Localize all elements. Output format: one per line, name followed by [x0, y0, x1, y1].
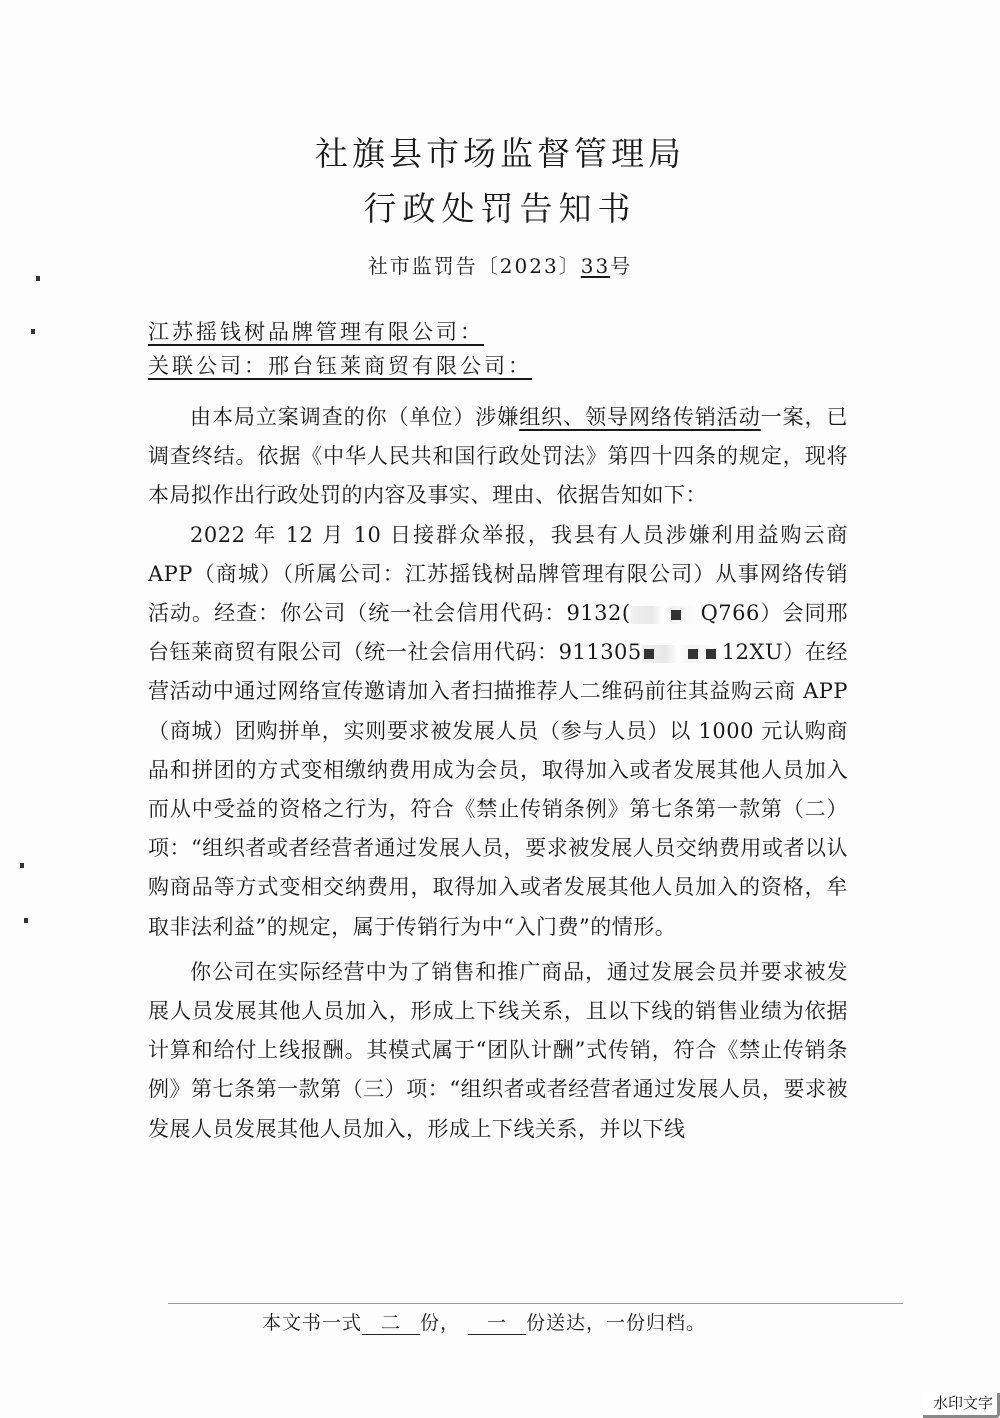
copies-text: 份，	[420, 1312, 461, 1334]
intro-text-rest: 一案，已调查终结。依据《中华人民共和国行政处罚法》第四十四条的规定，现将本局拟作出行政处罚的内容及事实、理由、依据告知如下：	[148, 405, 849, 508]
paragraph-intro	[148, 398, 848, 516]
scan-speck	[31, 329, 35, 334]
scan-speck	[24, 918, 28, 923]
document-type-title: 行政处罚告知书	[363, 189, 637, 228]
facts-text-c: 12XU）在经营活动中通过网络宣传邀请加入者扫描推荐人二维码前往其益购云商 APP（商城）团购拼单，实则要求被发展人员（参与人员）以 1000 元认购商品和拼团的方式变相缴纳费用成为会员，取得加入或者发展其他人员加入而从中受益的资格之行为，符合《禁止传销条例》第七条第一款第（二） 项：“组织者或者经营者通过发展人员，要求被发展人员交纳费用或者以认购商品等方式变相交纳费用，取得加入或者发展其他人员加入的资格，牟取非法利益”的规定，属于传销行为中“入门费”的情形。	[148, 640, 849, 939]
scan-speck	[20, 863, 24, 868]
copies-text: 份送达，一份归档。	[526, 1312, 707, 1334]
doc-number-suffix: 号	[610, 254, 633, 278]
agency-title: 社旗县市场监督管理局	[315, 134, 685, 173]
facts-text-b: Q766）会同邢台钰莱商贸有限公司（统一社会信用代码：911305	[148, 601, 848, 665]
paragraph-facts-2: 你公司在实际经营中为了销售和推广商品，通过发展会员并要求被发展人员发展其他人员加入，形成上下线关系，且以下线的销售业绩为依据计算和给付上线报酬。其模式属于“团队计酬”式传销，符合《禁止传销条例》第七条第一款第（三）项：“组织者或者经营者通过发展人员，要求被发展人员发展其他人员加入，形成上下线关系，并以下线	[148, 959, 848, 1141]
addressee-related: 关联公司：邢台钰莱商贸有限公司：	[148, 354, 532, 378]
copies-served: 一	[468, 1312, 526, 1335]
case-name: 组织、领导网络传销活动	[519, 405, 761, 429]
paragraph-facts-1	[148, 516, 848, 947]
facts-text-a: 2022 年 12 月 10 日接群众举报，我县有人员涉嫌利用益购云商 APP（商城）（所属公司：江苏摇钱树品牌管理有限公司）从事网络传销活动。经查：你公司（统一社会信用代码：9132(	[148, 522, 848, 626]
copies-text: 本文书一式	[262, 1312, 363, 1334]
doc-number-prefix: 社市监罚告〔2023〕	[367, 254, 581, 278]
redacted-credit-code	[631, 606, 701, 624]
watermark-label: 水印文字	[923, 1393, 1000, 1418]
document-number	[0, 250, 1000, 279]
copies-note	[262, 1308, 706, 1335]
doc-number-value: 33	[580, 254, 611, 278]
copies-total: 二	[362, 1312, 420, 1335]
intro-text: 由本局立案调查的你（单位）涉嫌	[190, 405, 520, 429]
addressee-primary: 江苏摇钱树品牌管理有限公司：	[148, 320, 484, 344]
redacted-credit-code	[642, 645, 722, 663]
notice-body	[148, 398, 848, 1149]
footer-divider	[168, 1303, 903, 1304]
